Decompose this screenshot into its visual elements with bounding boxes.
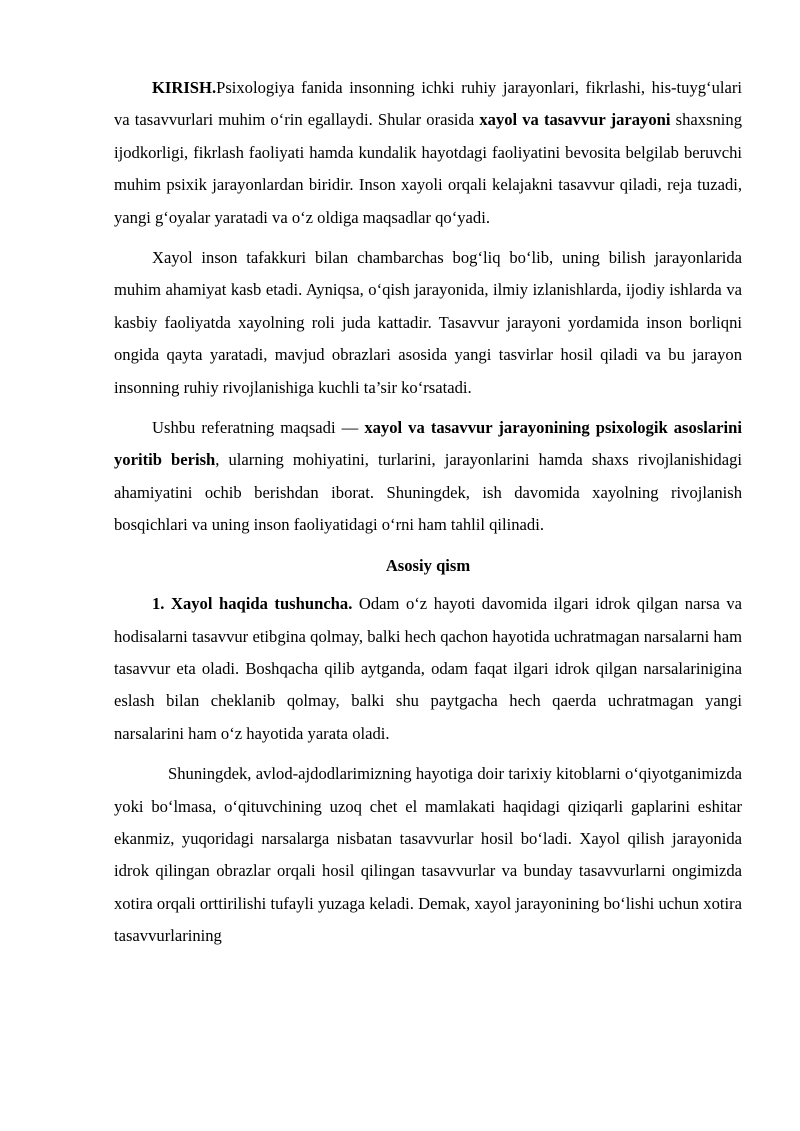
section-heading: Asosiy qism bbox=[385, 555, 471, 575]
concept-paragraph bbox=[114, 588, 742, 750]
aim-text-1: Ushbu referatning maqsadi — bbox=[152, 418, 365, 438]
aim-bold-text: xayol va tasavvur jarayonining psixologik asoslarini yoritib berish bbox=[114, 418, 742, 470]
intro-text-2: shaxsning ijodkorligi, fikrlash faoliyati hamda kundalik hayotdagi faoliyatini bevosita belgilab beruvchi muhim psixik jarayonlardan biridir. Inson xayoli orqali kelajakni tasavvur qiladi, reja tuzadi, yangi g‘oyalar yaratadi va o‘z oldiga maqsadlar qo‘yadi. bbox=[114, 110, 742, 227]
document-page bbox=[114, 72, 742, 961]
intro-text-1: Psixologiya fanida insonning ichki ruhiy jarayonlari, fikrlashi, his-tuyg‘ulari va tasavvurlari muhim o‘rin egallaydi. Shular orasida bbox=[114, 78, 742, 130]
aim-paragraph bbox=[114, 412, 742, 542]
intro-bold-term: xayol va tasavvur jarayoni bbox=[479, 110, 671, 130]
paragraph-5: Shuningdek, avlod-ajdodlarimizning hayotiga doir tarixiy kitoblarni o‘qiyotganimizda yoki bo‘lmasa, o‘qituvchining uzoq chet el mamlakati haqidagi qiziqarli gaplarini eshitar ekanmiz, yuqoridagi narsalarga nisbatan tasavvurlar hosil bo‘ladi. Xayol qilish jarayonida idrok qilingan obrazlar orqali hosil qilingan tasavvurlar va bunday tasavvurlarni ongimizda xotira orqali orttirilishi tufayli yuzaga keladi. Demak, xayol jarayonining bo‘lishi uchun xotira tasavvurlarining bbox=[114, 764, 742, 946]
intro-heading: KIRISH. bbox=[152, 78, 217, 97]
intro-paragraph bbox=[114, 72, 742, 234]
concept-text: Odam o‘z hayoti davomida ilgari idrok qilgan narsa va hodisalarni tasavvur etibgina qolmay, balki hech qachon hayotida uchratmagan narsalarni ham tasavvur eta oladi. Boshqacha qilib aytganda, odam faqat ilgari idrok qilgan narsalarinigina eslash bilan cheklanib qolmay, balki shu paytgacha hech qaerda uchratmagan yangi narsalarini ham o‘z hayotida yarata oladi. bbox=[114, 594, 742, 743]
paragraph-2: Xayol inson tafakkuri bilan chambarchas bog‘liq bo‘lib, uning bilish jarayonlarida muhim ahamiyat kasb etadi. Ayniqsa, o‘qish jarayonida, ilmiy izlanishlarda, ijodiy ishlarda va kasbiy faoliyatda xayolning roli juda kattadir. Tasavvur jarayoni yordamida inson borliqni ongida qayta yaratadi, mavjud obrazlari asosida yangi tasvirlar hosil qiladi va bu jarayon insonning ruhiy rivojlanishiga kuchli ta’sir ko‘rsatadi. bbox=[114, 248, 742, 397]
concept-heading: 1. Xayol haqida tushuncha. bbox=[152, 594, 353, 614]
aim-text-2: , ularning mohiyatini, turlarini, jarayonlarini hamda shaxs rivojlanishidagi ahamiyatini ochib berishdan iborat. Shuningdek, ish davomida xayolning rivojlanish bosqichlari va uning inson faoliyatidagi o‘rni ham tahlil qilinadi. bbox=[114, 450, 742, 535]
